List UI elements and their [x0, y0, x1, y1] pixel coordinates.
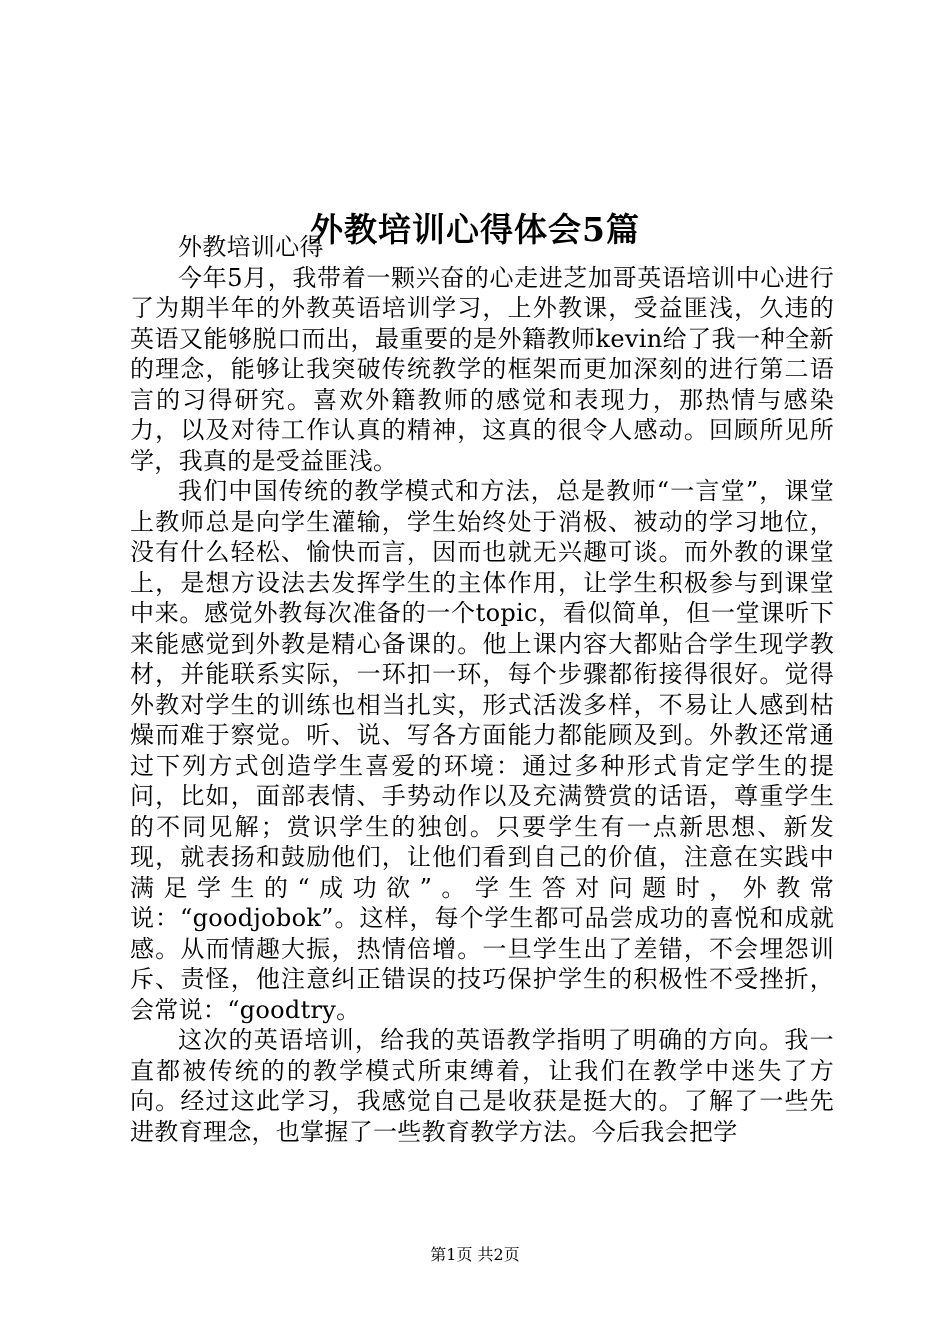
document-title: 外教培训心得体会5篇: [310, 210, 640, 250]
section-heading: 外教培训心得: [178, 233, 324, 261]
document-body: [130, 232, 834, 1147]
paragraph: 今年5月，我带着一颗兴奋的心走进芝加哥英语培训中心进行了为期半年的外教英语培训学习，上外教课，受益匪浅，久违的英语又能够脱口而出，最重要的是外籍教师kevin给了我一种全新的理念，能够让我突破传统教学的框架而更加深刻的进行第二语言的习得研究。喜欢外籍教师的感觉和表现力，那热情与感染力，以及对待工作认真的精神，这真的很令人感动。回顾所见所学，我真的是受益匪浅。: [130, 263, 834, 475]
paragraph: 我们中国传统的教学模式和方法，总是教师“一言堂”，课堂上教师总是向学生灌输，学生始终处于消极、被动的学习地位，没有什么轻松、愉快而言，因而也就无兴趣可谈。而外教的课堂上，是想方设法去发挥学生的主体作用，让学生积极参与到课堂中来。感觉外教每次准备的一个topic，看似简单，但一堂课听下来能感觉到外教是精心备课的。他上课内容大都贴合学生现学教材，并能联系实际，一环扣一环，每个步骤都衔接得很好。觉得外教对学生的训练也相当扎实，形式活泼多样，不易让人感到枯燥而难于察觉。听、说、写各方面能力都能顾及到。外教还常通过下列方式创造学生喜爱的环境：通过多种形式肯定学生的提问，比如，面部表情、手势动作以及充满赞赏的话语，尊重学生的不同见解；赏识学生的独创。只要学生有一点新思想、新发现，就表扬和鼓励他们，让他们看到自己的价值，注意在实践中满足学生的“成功欲”。学生答对问题时，外教常说：“goodjobok”。这样，每个学生都可品尝成功的喜悦和成就感。从而情趣大振，热情倍增。一旦学生出了差错，不会埋怨训斥、责怪，他注意纠正错误的技巧保护学生的积极性不受挫折，会常说：“goodtry。: [130, 477, 834, 1024]
paragraph: 这次的英语培训，给我的英语教学指明了明确的方向。我一直都被传统的的教学模式所束缚着，让我们在教学中迷失了方向。经过这此学习，我感觉自己是收获是挺大的。了解了一些先进教育理念，也掌握了一些教育教学方法。今后我会把学: [130, 1026, 834, 1146]
page-number-footer: 第1页 共2页: [430, 1245, 520, 1264]
